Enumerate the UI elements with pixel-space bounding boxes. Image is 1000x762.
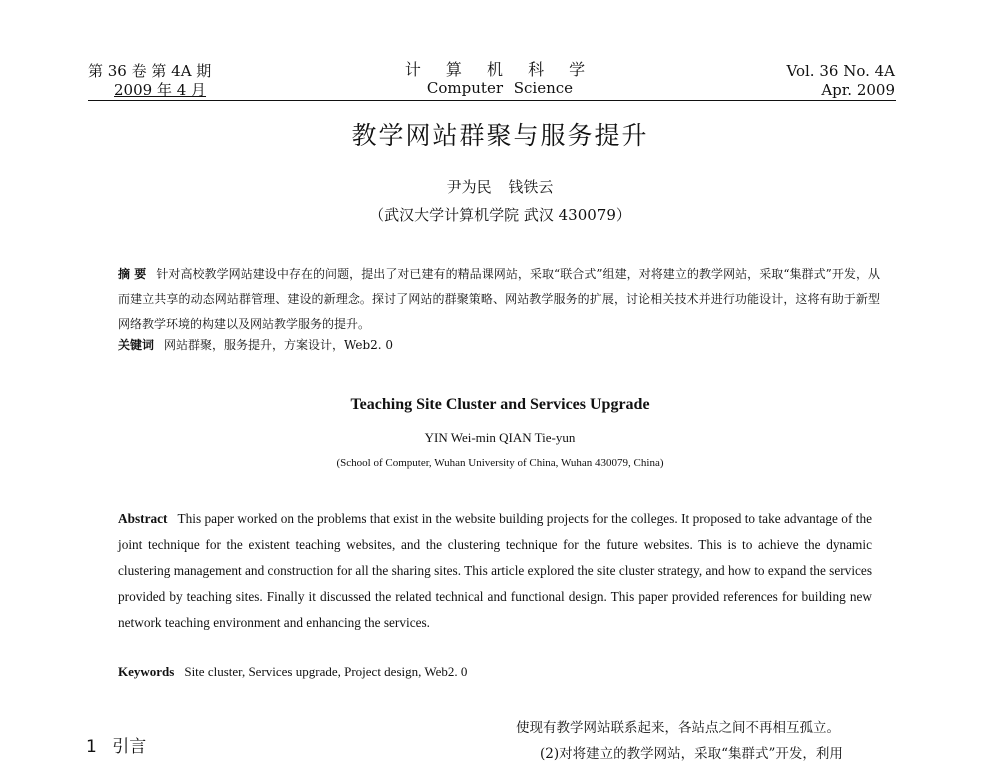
issue-date: 2009 年 4 月 bbox=[114, 81, 207, 99]
right-column-line-2: (2)对将建立的教学网站，采取“集群式”开发，利用 bbox=[540, 746, 843, 762]
header-right bbox=[787, 62, 895, 100]
abstract-en bbox=[118, 506, 872, 636]
right-column-line-1: 使现有教学网站联系起来，各站点之间不再相互孤立。 bbox=[516, 720, 840, 736]
paper-title-cn: 教学网站群聚与服务提升 bbox=[351, 121, 649, 150]
keywords-cn bbox=[118, 336, 393, 353]
paper-title-en: Teaching Site Cluster and Services Upgrade bbox=[350, 396, 650, 413]
journal-name-cn: 计 算 机 科 学 bbox=[404, 60, 596, 79]
journal-name-en: Computer Science bbox=[426, 79, 574, 97]
volume-number-en: Vol. 36 No. 4A bbox=[786, 62, 895, 80]
header-left bbox=[88, 62, 211, 100]
affiliation-cn: （武汉大学计算机学院 武汉 430079） bbox=[369, 206, 631, 224]
keywords-en bbox=[118, 664, 467, 680]
abstract-cn-label: 摘 要 bbox=[118, 267, 147, 281]
section-1-heading: 1 引言 bbox=[86, 737, 147, 757]
authors-en: YIN Wei-min QIAN Tie-yun bbox=[424, 430, 576, 445]
keywords-en-text: Site cluster, Services upgrade, Project design, Web2. 0 bbox=[184, 664, 468, 679]
keywords-cn-label: 关键词 bbox=[118, 338, 155, 352]
abstract-cn bbox=[118, 262, 880, 337]
abstract-cn-text: 针对高校教学网站建设中存在的问题，提出了对已建有的精品课网站，采取“联合式”组建，对将建立的教学网站，采取“集群式”开发，从而建立共享的动态网站群管理、建设的新理念。探讨了网站的群聚策略、网站教学服务的扩展，讨论相关技术并进行功能设计，这将有助于新型网络教学环境的构建以及网站教学服务的提升。 bbox=[118, 267, 881, 331]
keywords-en-label: Keywords bbox=[118, 664, 175, 679]
abstract-en-label: Abstract bbox=[118, 511, 168, 526]
volume-issue: 第 36 卷 第 4A 期 bbox=[88, 62, 212, 80]
header-rule bbox=[88, 100, 896, 101]
keywords-cn-text: 网站群聚，服务提升，方案设计，Web2. 0 bbox=[164, 338, 394, 352]
authors-cn: 尹为民 钱铁云 bbox=[446, 178, 554, 196]
header-center bbox=[380, 60, 620, 98]
date-en: Apr. 2009 bbox=[821, 81, 895, 99]
affiliation-en: (School of Computer, Wuhan University of China, Wuhan 430079, China) bbox=[336, 457, 664, 469]
abstract-en-text: This paper worked on the problems that exist in the website building projects for the colleges. It proposed to take advantage of the joint technique for the existent teaching websites, and the clustering technique for the future websites. This is to achieve the dynamic clustering management and construction for all the sharing sites. This article explored the site cluster strategy, and how to expand the services provided by teaching sites. Finally it discussed the related technical and functional design. This paper provided references for building new network teaching environment and enhancing the services. bbox=[118, 511, 873, 630]
